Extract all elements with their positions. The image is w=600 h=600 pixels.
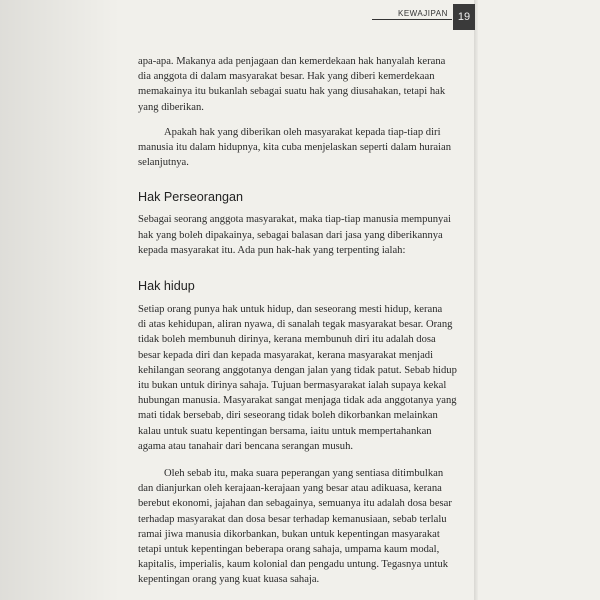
paragraph-4 xyxy=(138,302,457,454)
text-line: tetapi untuk kepentingan beberapa orang sahaja, umpama kaum modal, xyxy=(138,544,440,556)
text-line: di atas kehidupan, aliran nyawa, di sanalah tegak masyarakat besar. Orang xyxy=(138,319,453,331)
text-line: berebut ekonomi, jajahan dan sebagainya, semuanya itu adalah dosa besar xyxy=(138,498,452,510)
text-line: dan dianjurkan oleh kerajaan-kerajaan yang besar atau adikuasa, kerana xyxy=(138,483,442,495)
section-heading-hak-perseorangan: Hak Perseorangan xyxy=(138,190,244,205)
text-line: mati tidak bersebab, diri seseorang tidak boleh dikorbankan melainkan xyxy=(138,410,438,422)
page-content xyxy=(138,54,457,588)
text-line: hak yang boleh dipakainya, sebagai balasan dari jasa yang diberikannya xyxy=(138,229,443,241)
text-line: selanjutnya. xyxy=(138,157,189,169)
running-header-chapter: KEWAJIPAN xyxy=(398,9,448,18)
text-line: memakainya itu bukanlah sebagai suatu hak yang diusahakan, tetapi hak xyxy=(138,86,446,98)
section-heading-hak-hidup: Hak hidup xyxy=(138,279,195,294)
text-line: besar kepada diri dan kepada masyarakat, kerana masyarakat menjadi xyxy=(138,349,434,361)
text-line: yang diberikan. xyxy=(138,101,204,113)
text-line: kapitalis, imperialis, kaum kolonial dan pengadu untung. Tegasnya untuk xyxy=(138,559,449,571)
text-line: kalau untuk suatu kepentingan bersama, iaitu untuk mempertahankan xyxy=(138,425,432,437)
text-line: agama atau tanahair dari bencana serangan musuh. xyxy=(138,440,354,452)
page-number-badge: 19 xyxy=(453,4,475,30)
text-line: kehilangan seorang anggotanya dengan jalan yang tidak patut. Sebab hidup xyxy=(138,364,457,376)
text-line: hubungan manusia. Masyarakat sangat menjaga tidak ada anggotanya yang xyxy=(138,395,457,407)
text-line: dia anggota di dalam masyarakat besar. Hak yang diberi kemerdekaan xyxy=(138,71,435,83)
text-line: Setiap orang punya hak untuk hidup, dan seseorang mesti hidup, kerana xyxy=(138,304,443,316)
paragraph-2 xyxy=(138,125,454,171)
header-rule xyxy=(372,19,452,20)
paragraph-1 xyxy=(138,54,454,115)
text-line: itu bukan untuk dirinya sahaja. Tujuan bermasyarakat ialah supaya kekal xyxy=(138,380,447,392)
text-line: Sebagai seorang anggota masyarakat, maka tiap-tiap manusia mempunyai xyxy=(138,214,451,226)
page-edge xyxy=(474,0,478,600)
paragraph-3 xyxy=(138,212,454,258)
text-line: manusia itu dalam hidupnya, kita cuba menjelaskan seperti dalam huraian xyxy=(138,142,452,154)
paragraph-5 xyxy=(138,466,454,588)
text-line: apa-apa. Makanya ada penjagaan dan kemerdekaan hak hanyalah kerana xyxy=(138,56,446,67)
text-line: kepentingan orang yang kuat kuasa sahaja. xyxy=(138,574,320,586)
page-spine-shadow xyxy=(0,0,120,600)
text-line: Oleh sebab itu, maka suara peperangan yang sentiasa ditimbulkan xyxy=(164,468,444,480)
text-line: kepada masyarakat itu. Ada pun hak-hak yang terpenting ialah: xyxy=(138,244,406,256)
text-line: terhadap masyarakat dan dosa besar terhadap kemanusiaan, sebab terlalu xyxy=(138,513,447,525)
text-line: Apakah hak yang diberikan oleh masyarakat kepada tiap-tiap diri xyxy=(164,126,441,138)
text-line: ramai jiwa manusia dikorbankan, bukan untuk kepentingan masyarakat xyxy=(138,528,440,540)
text-line: tidak boleh membunuh dirinya, kerana membunuh diri itu adalah dosa xyxy=(138,334,436,346)
